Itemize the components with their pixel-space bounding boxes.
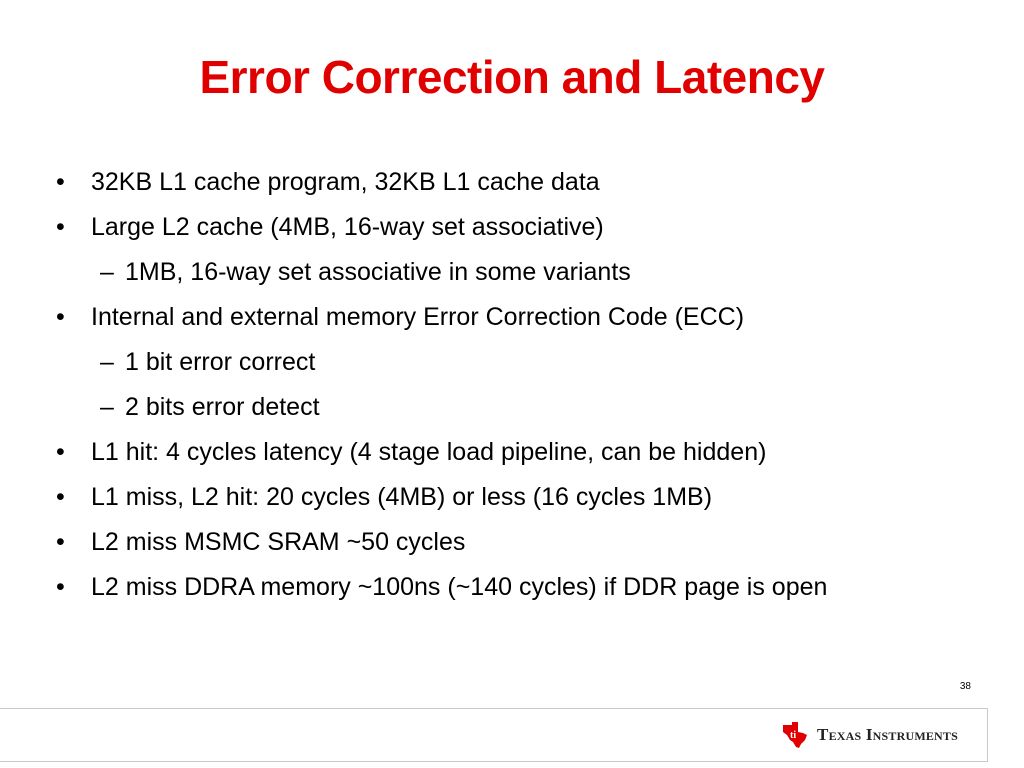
list-subitem-text: 1MB, 16-way set associative in some variants	[125, 258, 631, 286]
list-item-text: L1 miss, L2 hit: 20 cycles (4MB) or less (16 cycles 1MB)	[91, 483, 713, 511]
list-item	[48, 295, 988, 340]
dash-marker: –	[100, 348, 114, 376]
bullet-marker: •	[56, 168, 65, 196]
logo-wordmark: Texas Instruments	[817, 725, 958, 744]
list-item	[48, 430, 988, 475]
list-item	[48, 160, 988, 205]
dash-marker: –	[100, 258, 114, 286]
bullet-list	[48, 160, 988, 610]
list-subitem-text: 1 bit error correct	[125, 348, 316, 376]
list-item-text: L2 miss DDRA memory ~100ns (~140 cycles) if DDR page is open	[91, 573, 828, 601]
list-item	[48, 475, 988, 520]
list-subitem	[48, 385, 988, 430]
list-item-text: L2 miss MSMC SRAM ~50 cycles	[91, 528, 466, 556]
texas-instruments-logo	[781, 720, 958, 750]
texas-state-logo-icon	[781, 721, 809, 749]
list-item	[48, 520, 988, 565]
list-item-text: Large L2 cache (4MB, 16-way set associative)	[91, 213, 604, 241]
slide-number: 38	[959, 681, 971, 692]
list-subitem	[48, 250, 988, 295]
dash-marker: –	[100, 393, 114, 421]
list-subitem	[48, 340, 988, 385]
list-subitem-text: 2 bits error detect	[125, 393, 320, 421]
list-item-text: L1 hit: 4 cycles latency (4 stage load pipeline, can be hidden)	[91, 438, 767, 466]
bullet-marker: •	[56, 213, 65, 241]
list-item	[48, 205, 988, 250]
bullet-marker: •	[56, 438, 65, 466]
svg-text:ti: ti	[790, 730, 797, 741]
list-item	[48, 565, 988, 610]
bullet-marker: •	[56, 483, 65, 511]
bullet-marker: •	[56, 528, 65, 556]
list-item-text: 32KB L1 cache program, 32KB L1 cache data	[91, 168, 600, 196]
list-item-text: Internal and external memory Error Correction Code (ECC)	[91, 303, 745, 331]
bullet-marker: •	[56, 573, 65, 601]
bullet-marker: •	[56, 303, 65, 331]
slide-title: Error Correction and Latency	[199, 51, 825, 103]
